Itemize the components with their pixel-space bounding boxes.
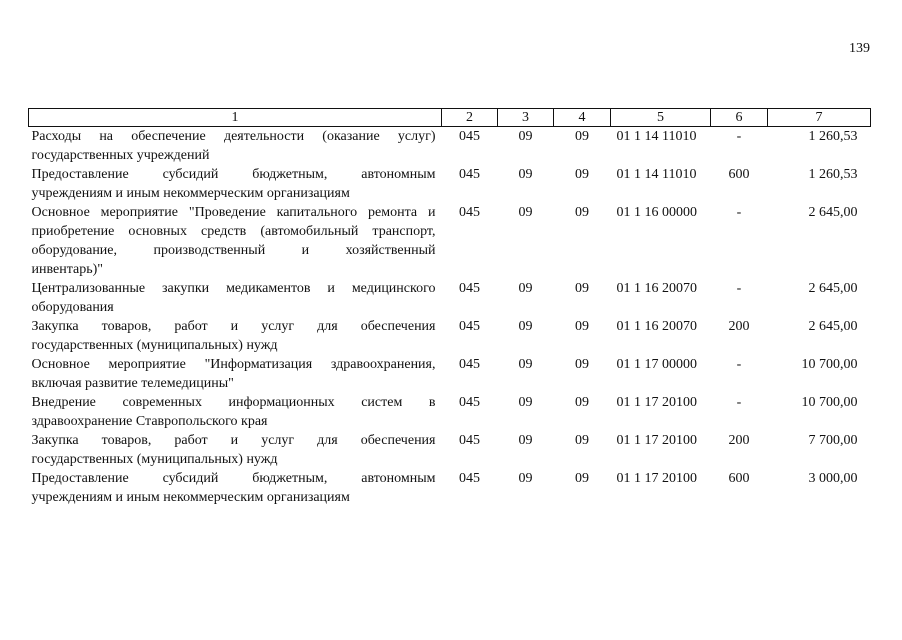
row-target-article: 01 1 14 11010 [616, 167, 697, 182]
column-header: 7 [768, 109, 871, 127]
column-header: 4 [554, 109, 611, 127]
description-line: Закупка товаров, работ и услуг для обеспечения [31, 433, 436, 448]
column-header: 1 [29, 109, 442, 127]
description-line: Централизованные закупки медикаментов и медицинского [31, 281, 436, 296]
row-description [29, 355, 442, 393]
row-section-code: 09 [518, 129, 533, 144]
budget-table [28, 108, 871, 507]
header-row [29, 109, 871, 127]
row-expense-type: - [736, 205, 742, 220]
table-row [29, 317, 871, 355]
description-line: приобретение основных средств (автомобильный транспорт, [31, 224, 436, 239]
description-line: Основное мероприятие "Информатизация здравоохранения, [31, 357, 436, 372]
description-line: включая развитие телемедицины" [31, 376, 234, 391]
description-line: учреждениям и иным некоммерческим организациям [31, 186, 350, 201]
table-row [29, 165, 871, 203]
row-expense-type: 200 [728, 319, 750, 334]
row-target-article: 01 1 17 20100 [616, 395, 697, 410]
row-amount: 1 260,53 [808, 129, 858, 144]
row-expense-type: 600 [728, 471, 750, 486]
row-subsection-code: 09 [575, 319, 589, 334]
row-admin-code: 045 [459, 433, 480, 448]
row-target-article: 01 1 17 20100 [616, 433, 697, 448]
row-amount: 3 000,00 [808, 471, 858, 486]
row-subsection-code: 09 [575, 395, 589, 410]
row-admin-code: 045 [459, 167, 480, 182]
row-expense-type: - [736, 281, 742, 296]
description-line: здравоохранение Ставропольского края [31, 414, 268, 429]
row-description [29, 279, 442, 317]
row-admin-code: 045 [459, 281, 480, 296]
table-row [29, 279, 871, 317]
column-header: 3 [498, 109, 554, 127]
row-admin-code: 045 [459, 319, 480, 334]
row-expense-type: 600 [728, 167, 750, 182]
description-line: государственных (муниципальных) нужд [31, 338, 278, 353]
table-row [29, 355, 871, 393]
row-subsection-code: 09 [575, 281, 589, 296]
row-section-code: 09 [518, 205, 533, 220]
row-admin-code: 045 [459, 395, 480, 410]
description-line: государственных (муниципальных) нужд [31, 452, 278, 467]
column-header: 5 [611, 109, 711, 127]
table-row [29, 127, 871, 166]
row-target-article: 01 1 16 20070 [616, 281, 697, 296]
row-section-code: 09 [518, 281, 533, 296]
row-amount: 2 645,00 [808, 205, 858, 220]
table-row [29, 393, 871, 431]
row-section-code: 09 [518, 395, 533, 410]
row-target-article: 01 1 16 00000 [616, 205, 697, 220]
row-description [29, 317, 442, 355]
row-amount: 2 645,00 [808, 319, 858, 334]
row-target-article: 01 1 17 00000 [616, 357, 697, 372]
table-row [29, 431, 871, 469]
column-header: 2 [442, 109, 498, 127]
row-target-article: 01 1 17 20100 [616, 471, 697, 486]
row-section-code: 09 [518, 471, 533, 486]
description-line: Предоставление субсидий бюджетным, автономным [31, 167, 436, 182]
row-amount: 10 700,00 [801, 357, 858, 372]
row-admin-code: 045 [459, 357, 480, 372]
row-subsection-code: 09 [575, 471, 589, 486]
description-line: Основное мероприятие "Проведение капитального ремонта и [31, 205, 436, 220]
row-subsection-code: 09 [575, 129, 589, 144]
row-description [29, 165, 442, 203]
row-admin-code: 045 [459, 129, 480, 144]
row-section-code: 09 [518, 357, 533, 372]
row-description [29, 393, 442, 431]
column-header: 6 [711, 109, 768, 127]
description-line: Закупка товаров, работ и услуг для обеспечения [31, 319, 436, 334]
description-line: учреждениям и иным некоммерческим организациям [31, 490, 350, 505]
description-line: оборудование, производственный и хозяйственный [31, 243, 436, 258]
table-row [29, 203, 871, 279]
row-section-code: 09 [518, 167, 533, 182]
row-expense-type: 200 [728, 433, 750, 448]
row-section-code: 09 [518, 319, 533, 334]
row-subsection-code: 09 [575, 433, 589, 448]
description-line: государственных учреждений [31, 148, 210, 163]
description-line: инвентарь)" [31, 262, 103, 277]
row-admin-code: 045 [459, 205, 480, 220]
row-expense-type: - [736, 395, 742, 410]
row-admin-code: 045 [459, 471, 480, 486]
row-description [29, 431, 442, 469]
description-line: Расходы на обеспечение деятельности (оказание услуг) [31, 129, 436, 144]
row-amount: 10 700,00 [801, 395, 858, 410]
row-section-code: 09 [518, 433, 533, 448]
row-description [29, 469, 442, 507]
description-line: Внедрение современных информационных систем в [31, 395, 436, 410]
page-number: 139 [849, 41, 870, 56]
description-line: оборудования [31, 300, 114, 315]
description-line: Предоставление субсидий бюджетным, автономным [31, 471, 436, 486]
row-description [29, 127, 442, 166]
row-subsection-code: 09 [575, 205, 589, 220]
row-amount: 7 700,00 [808, 433, 858, 448]
row-target-article: 01 1 14 11010 [616, 129, 697, 144]
row-expense-type: - [736, 129, 742, 144]
row-target-article: 01 1 16 20070 [616, 319, 697, 334]
row-amount: 2 645,00 [808, 281, 858, 296]
table-row [29, 469, 871, 507]
row-description [29, 203, 442, 279]
row-subsection-code: 09 [575, 357, 589, 372]
row-subsection-code: 09 [575, 167, 589, 182]
row-expense-type: - [736, 357, 742, 372]
row-amount: 1 260,53 [808, 167, 858, 182]
